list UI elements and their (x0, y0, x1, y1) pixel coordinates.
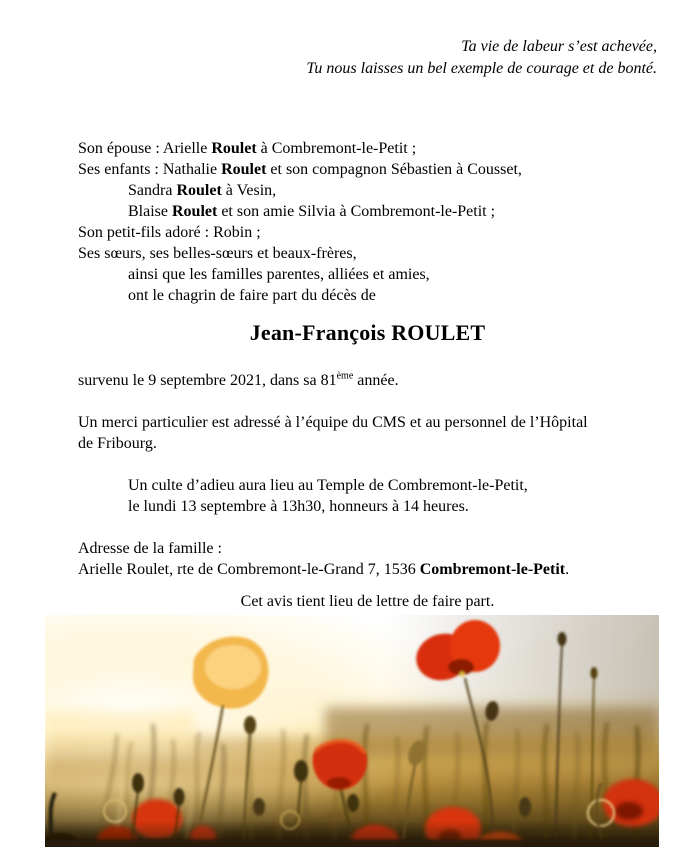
death-date-text: survenu le 9 septembre 2021, dans sa 81 (78, 372, 337, 389)
thanks-paragraph (78, 412, 657, 454)
family-announcement (78, 138, 657, 306)
closing-notice: Cet avis tient lieu de lettre de faire part. (240, 593, 495, 610)
address-town-bold: Combremont-le-Petit (419, 561, 566, 578)
family-name-bold: Roulet (176, 182, 222, 199)
deceased-name: Jean-François ROULET (249, 320, 486, 345)
poppy-field-illustration (45, 615, 659, 847)
family-line-spouse (78, 138, 657, 159)
family-line-text: Son épouse : Arielle (78, 140, 212, 157)
family-line-text: à Combremont-le-Petit ; (256, 140, 417, 157)
address-text: . (565, 561, 570, 578)
ordinal-superscript: ème (336, 370, 354, 382)
announcement-body (78, 138, 657, 612)
epigraph-line-1: Ta vie de labeur s’est achevée, (461, 38, 657, 55)
service-paragraph (78, 475, 657, 517)
family-line-children (78, 159, 657, 180)
service-line-2: le lundi 13 septembre à 13h30, honneurs à 14 heures. (128, 498, 469, 515)
death-date-text: année. (353, 372, 399, 389)
epigraph (0, 0, 657, 80)
family-name-bold: Roulet (172, 203, 218, 220)
family-line-relatives (78, 264, 657, 285)
family-line-text: Ses enfants : Nathalie (78, 161, 222, 178)
family-line-grief (78, 285, 657, 306)
family-name-bold: Roulet (221, 161, 267, 178)
address-line (78, 559, 657, 580)
epigraph-line-2: Tu nous laisses un bel exemple de courage et de bonté. (306, 60, 657, 77)
address-label: Adresse de la famille : (78, 540, 222, 557)
family-line-text: à Vesin, (221, 182, 277, 199)
address-text: Arielle Roulet, rte de Combremont-le-Grand 7, 1536 (78, 561, 420, 578)
service-line-1: Un culte d’adieu aura lieu au Temple de Combremont-le-Petit, (128, 477, 528, 494)
family-line-text: Ses sœurs, ses belles-sœurs et beaux-frères, (78, 245, 357, 262)
family-line-text: Son petit-fils adoré : Robin ; (78, 224, 261, 241)
poppy-field-photo (45, 615, 659, 847)
thanks-line-1: Un merci particulier est adressé à l’équipe du CMS et au personnel de l’Hôpital (78, 414, 588, 431)
family-line-text: ainsi que les familles parentes, alliées et amies, (128, 266, 430, 283)
family-line-text: Sandra (128, 182, 177, 199)
family-line-text: Blaise (128, 203, 172, 220)
family-line-child-3 (78, 201, 657, 222)
family-name-bold: Roulet (211, 140, 257, 157)
family-line-text: ont le chagrin de faire part du décès de (128, 287, 376, 304)
family-line-siblings (78, 243, 657, 264)
family-address (78, 538, 657, 580)
family-line-grandson (78, 222, 657, 243)
thanks-line-2: de Fribourg. (78, 435, 157, 452)
family-line-text: et son amie Silvia à Combremont-le-Petit ; (217, 203, 496, 220)
family-line-child-2 (78, 180, 657, 201)
family-line-text: et son compagnon Sébastien à Cousset, (266, 161, 522, 178)
death-date-line (78, 370, 657, 391)
